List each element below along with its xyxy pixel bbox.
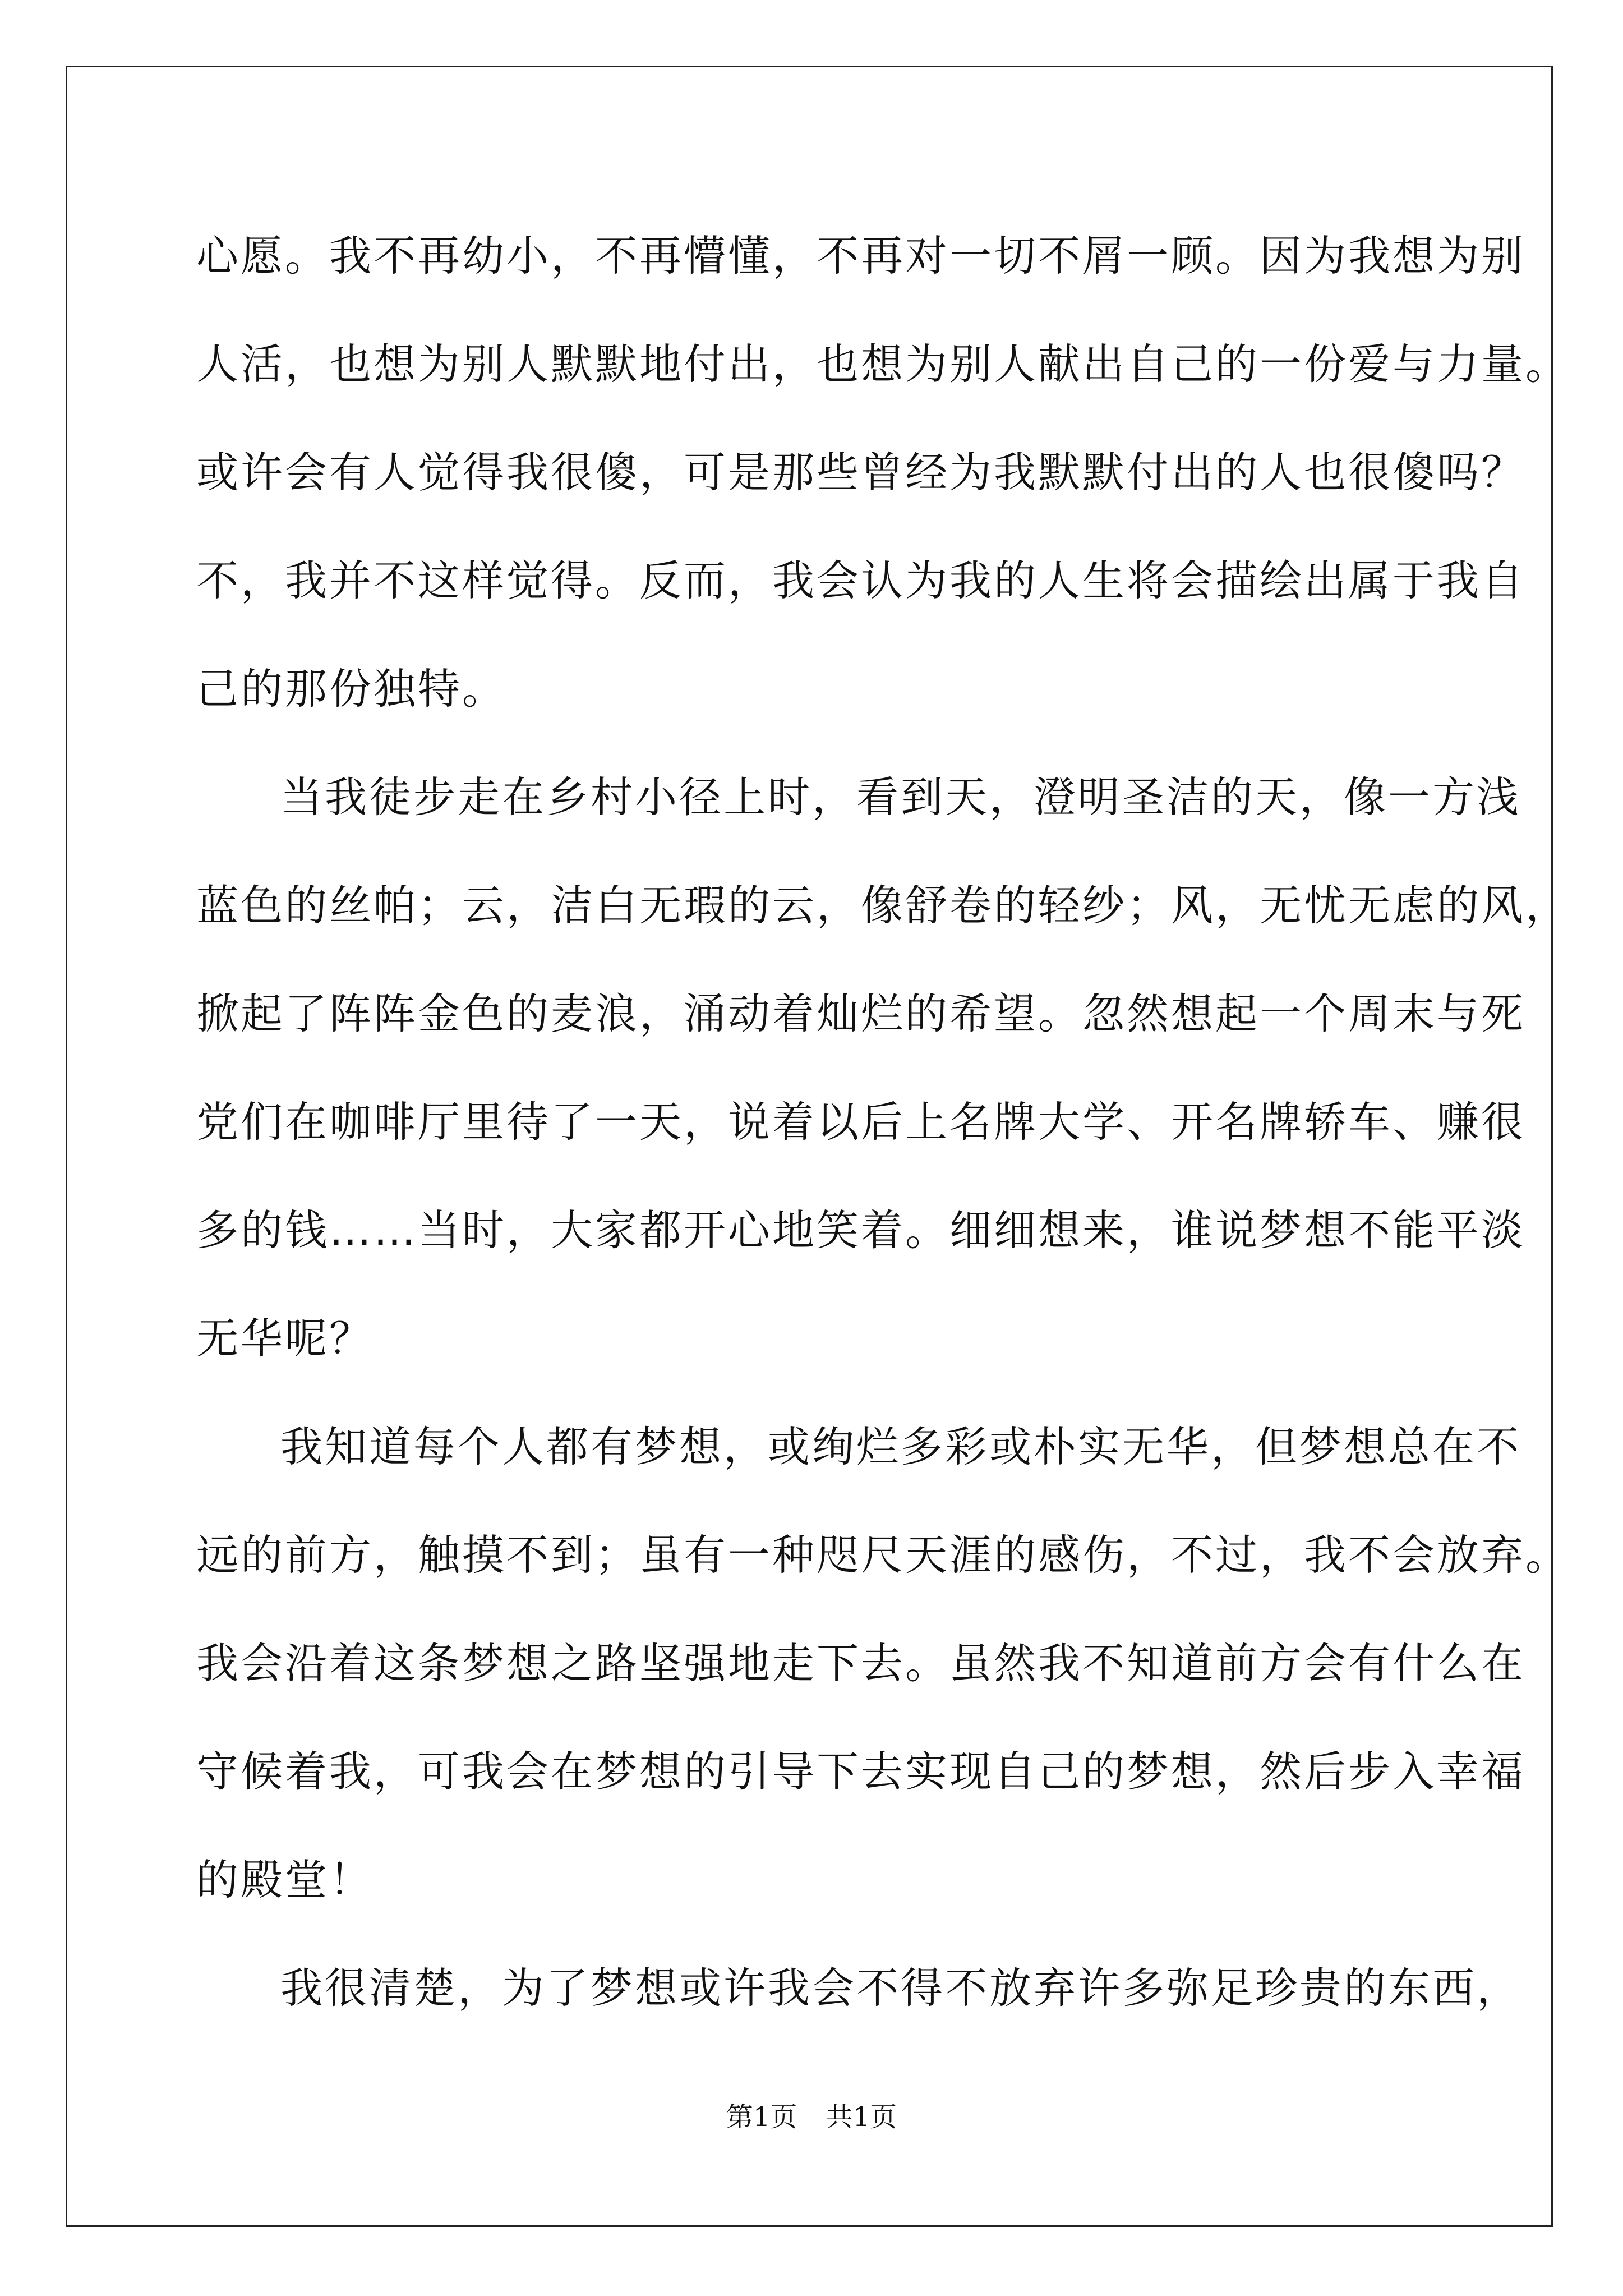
text-line: 不，我并不这样觉得。反而，我会认为我的人生将会描绘出属于我自	[196, 556, 1526, 605]
text-line: 己的那份独特。	[196, 664, 507, 714]
text-line: 当我徒步走在乡村小径上时，看到天，澄明圣洁的天，像一方浅	[280, 772, 1521, 822]
text-line: 远的前方，触摸不到；虽有一种咫尺天涯的感伤，不过，我不会放弃。	[196, 1530, 1570, 1580]
text-line: 我知道每个人都有梦想，或绚烂多彩或朴实无华，但梦想总在不	[280, 1422, 1521, 1471]
text-line: 守候着我，可我会在梦想的引导下去实现自己的梦想，然后步入幸福	[196, 1747, 1526, 1796]
text-line: 的殿堂！	[196, 1855, 374, 1904]
text-line: 心愿。我不再幼小，不再懵懂，不再对一切不屑一顾。因为我想为别	[196, 231, 1526, 280]
text-line: 掀起了阵阵金色的麦浪，涌动着灿烂的希望。忽然想起一个周末与死	[196, 989, 1526, 1038]
text-line: 蓝色的丝帕；云，洁白无瑕的云，像舒卷的轻纱；风，无忧无虑的风，	[196, 881, 1570, 930]
text-line: 人活，也想为别人默默地付出，也想为别人献出自己的一份爱与力量。	[196, 339, 1570, 389]
text-line: 党们在咖啡厅里待了一天，说着以后上名牌大学、开名牌轿车、赚很	[196, 1097, 1526, 1147]
text-line: 或许会有人觉得我很傻，可是那些曾经为我默默付出的人也很傻吗？	[196, 448, 1526, 497]
text-line: 无华呢？	[196, 1314, 374, 1363]
document-body	[196, 202, 1570, 2042]
page-number-total: 共1页	[826, 2101, 897, 2133]
page-number-current: 第1页	[726, 2101, 797, 2133]
text-line: 我很清楚，为了梦想或许我会不得不放弃许多弥足珍贵的东西，	[280, 1963, 1521, 2013]
page-footer	[0, 2095, 1623, 2134]
text-line: 我会沿着这条梦想之路坚强地走下去。虽然我不知道前方会有什么在	[196, 1639, 1526, 1688]
text-line: 多的钱……当时，大家都开心地笑着。细细想来，谁说梦想不能平淡	[196, 1205, 1526, 1255]
